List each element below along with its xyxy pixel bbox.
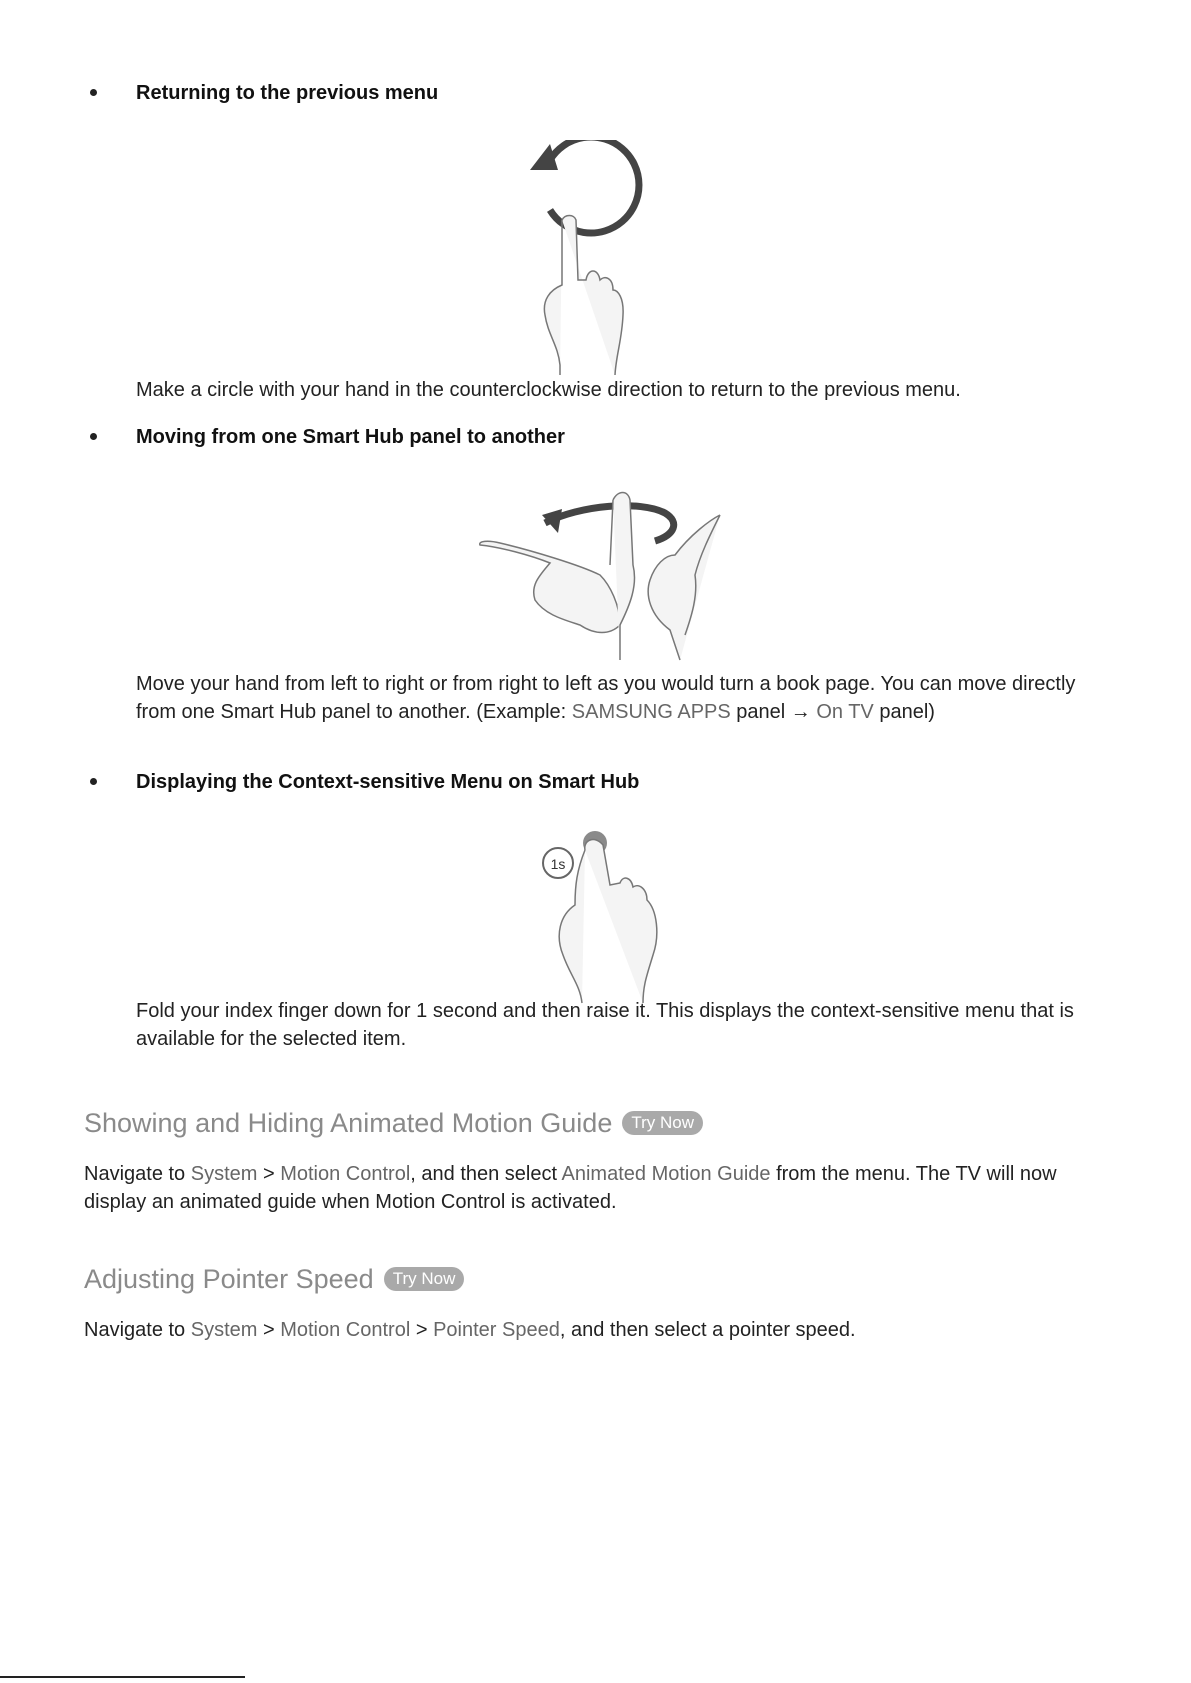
body-text: > [257, 1319, 281, 1341]
on-tv-label: On TV [816, 701, 874, 723]
bullet-heading: Displaying the Context-sensitive Menu on Smart Hub [136, 771, 640, 793]
menu-path-motion-control: Motion Control [280, 1163, 411, 1185]
footer-rule [0, 1676, 245, 1678]
swipe-gesture-illustration [470, 485, 730, 665]
body-text: > [257, 1163, 281, 1185]
body-text: from the menu. The TV will now display an animated guide when Motion Control is activated. [84, 1163, 1057, 1213]
section-title-text: Adjusting Pointer Speed [84, 1264, 374, 1294]
description-text: panel) [873, 701, 935, 723]
swipe-arrow-icon [545, 506, 674, 541]
hand-pointing-left-icon [480, 541, 620, 632]
bullet-dot [90, 89, 97, 96]
menu-path-system: System [190, 1163, 258, 1185]
body-text: , and then select [410, 1163, 562, 1185]
bullet-heading: Returning to the previous menu [136, 82, 439, 104]
circle-gesture-illustration [520, 140, 670, 380]
hand-pointing-up-icon [544, 216, 623, 376]
timer-label: 1s [550, 856, 566, 872]
samsung-apps-label: SAMSUNG APPS [571, 701, 731, 723]
fold-finger-gesture-illustration [535, 825, 675, 1005]
section-body [84, 1316, 1124, 1344]
section-body [84, 1160, 1124, 1216]
hand-pointing-up-icon [610, 493, 635, 661]
body-text: , and then select a pointer speed. [559, 1319, 856, 1341]
menu-path-pointer-speed: Pointer Speed [433, 1319, 560, 1341]
bullet-description [136, 670, 1116, 726]
body-text: > [410, 1319, 434, 1341]
section-title-animated-motion-guide [84, 1108, 703, 1139]
menu-path-animated-motion-guide: Animated Motion Guide [561, 1163, 771, 1185]
bullet-heading: Moving from one Smart Hub panel to another [136, 426, 565, 448]
menu-path-system: System [190, 1319, 258, 1341]
try-now-button[interactable]: Try Now [384, 1267, 465, 1291]
menu-path-motion-control: Motion Control [280, 1319, 411, 1341]
description-text: Move your hand from left to right or from right to left as you would turn a book page. You can move directly from one Smart Hub panel to another. (Example: [136, 673, 1076, 723]
bullet-description: Make a circle with your hand in the counterclockwise direction to return to the previous menu. [136, 379, 961, 401]
section-title-pointer-speed [84, 1264, 464, 1295]
bullet-dot [90, 433, 97, 440]
description-text: panel → [730, 701, 817, 723]
arrow-head-icon [530, 144, 558, 170]
bullet-dot [90, 778, 97, 785]
try-now-button[interactable]: Try Now [622, 1111, 703, 1135]
section-title-text: Showing and Hiding Animated Motion Guide [84, 1108, 613, 1138]
bullet-description: Fold your index finger down for 1 second and then raise it. This displays the context-sensitive menu that is available for the selected item. [136, 1000, 1074, 1050]
body-text: Navigate to [84, 1319, 191, 1341]
body-text: Navigate to [84, 1163, 191, 1185]
